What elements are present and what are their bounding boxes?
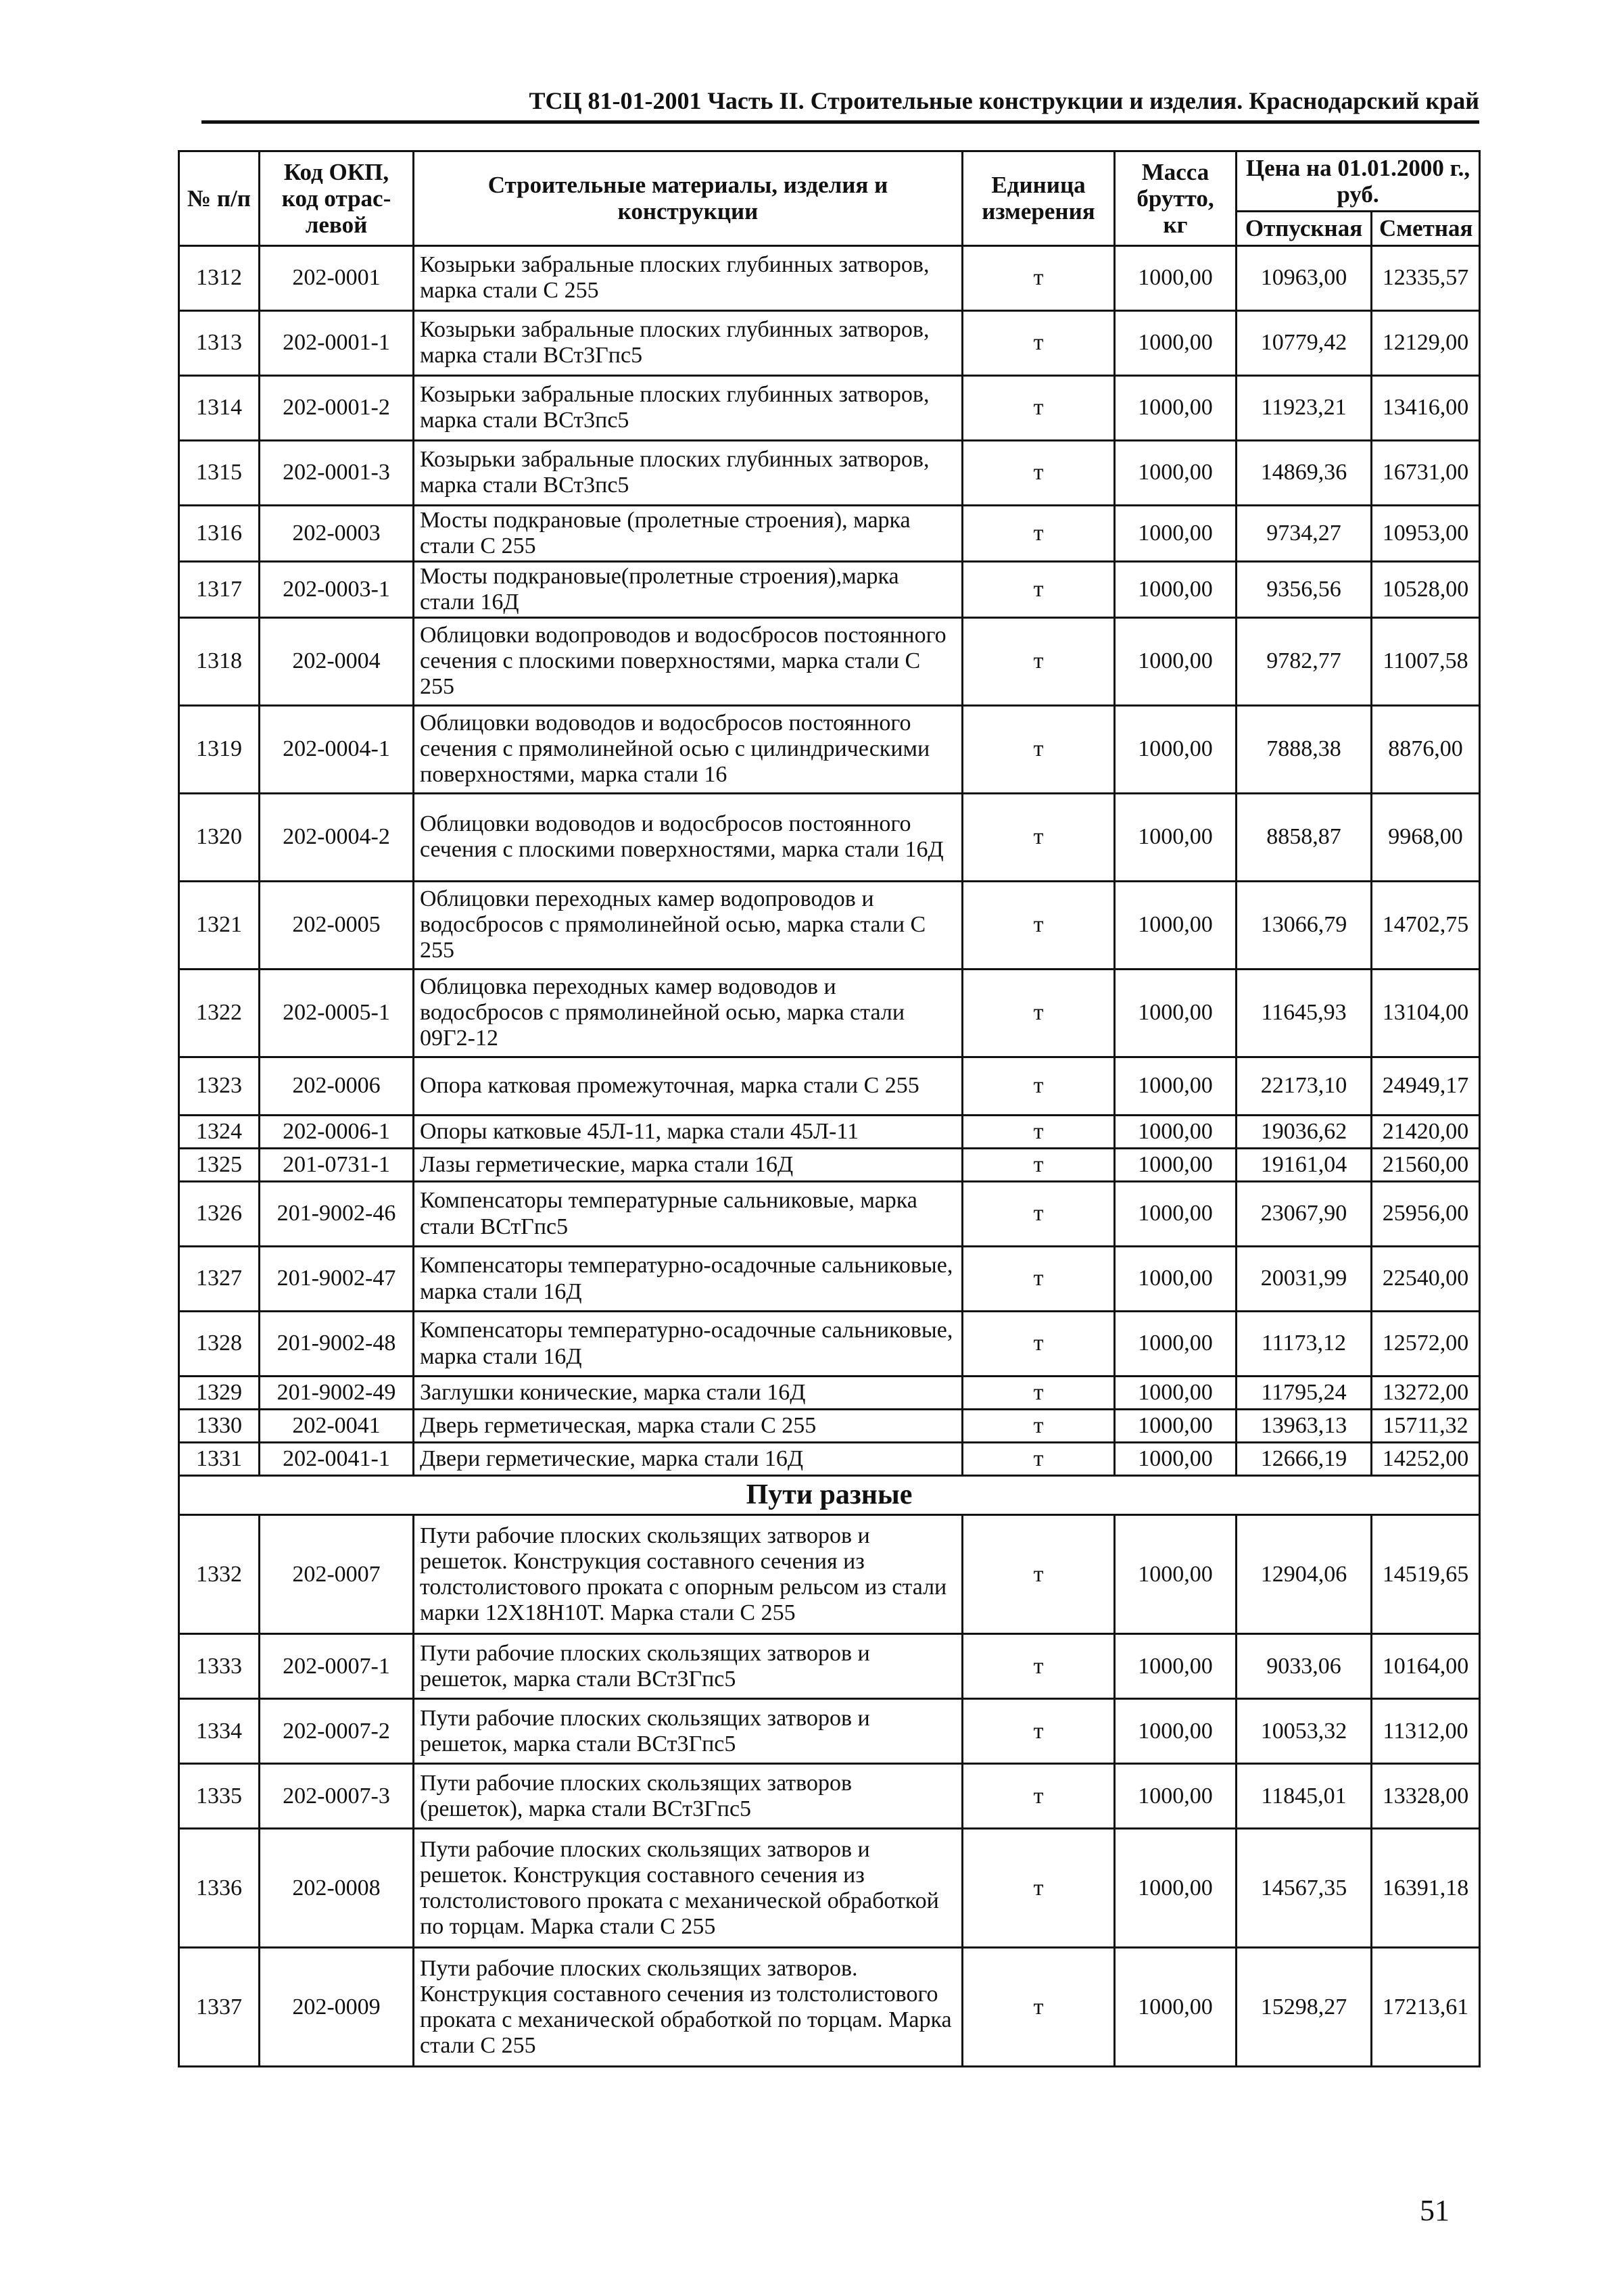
col-header-code: Код ОКП, код отрас-левой xyxy=(260,151,414,246)
row-price-release: 10963,00 xyxy=(1237,245,1372,310)
row-mass: 1000,00 xyxy=(1115,561,1237,617)
row-description: Козырьки забральные плоских глубинных затворов, марка стали ВСт3пс5 xyxy=(414,440,963,505)
row-code: 202-0007-3 xyxy=(260,1764,414,1829)
table-row xyxy=(179,245,1480,310)
row-unit: т xyxy=(963,245,1115,310)
row-mass: 1000,00 xyxy=(1115,1312,1237,1377)
row-price-estimate: 11007,58 xyxy=(1372,617,1480,705)
row-unit: т xyxy=(963,969,1115,1057)
row-price-estimate: 21420,00 xyxy=(1372,1115,1480,1148)
row-description: Компенсаторы температурные сальниковые, марка стали ВСтГпс5 xyxy=(414,1182,963,1247)
table-row xyxy=(179,1057,1480,1115)
table-row xyxy=(179,1699,1480,1764)
row-code: 201-9002-49 xyxy=(260,1377,414,1410)
row-description: Козырьки забральные плоских глубинных затворов, марка стали С 255 xyxy=(414,245,963,310)
table-row xyxy=(179,310,1480,375)
row-description: Мосты подкрановые(пролетные строения),марка стали 16Д xyxy=(414,561,963,617)
row-mass: 1000,00 xyxy=(1115,505,1237,561)
table-row xyxy=(179,1443,1480,1476)
row-mass: 1000,00 xyxy=(1115,1948,1237,2067)
row-num: 1312 xyxy=(179,245,260,310)
row-num: 1316 xyxy=(179,505,260,561)
row-price-release: 11173,12 xyxy=(1237,1312,1372,1377)
row-price-estimate: 10528,00 xyxy=(1372,561,1480,617)
section-body xyxy=(179,1515,1480,2067)
row-price-estimate: 13104,00 xyxy=(1372,969,1480,1057)
row-price-estimate: 12572,00 xyxy=(1372,1312,1480,1377)
table-row xyxy=(179,505,1480,561)
row-unit: т xyxy=(963,1829,1115,1948)
row-price-estimate: 14702,75 xyxy=(1372,881,1480,969)
row-description: Облицовки водоводов и водосбросов постоянного сечения с прямолинейной осью с цилиндрическими поверхностями, марка стали 16 xyxy=(414,705,963,793)
col-header-price-group: Цена на 01.01.2000 г., руб. xyxy=(1237,151,1480,212)
row-price-release: 12666,19 xyxy=(1237,1443,1372,1476)
row-code: 201-9002-46 xyxy=(260,1182,414,1247)
row-price-estimate: 10164,00 xyxy=(1372,1634,1480,1699)
row-price-release: 7888,38 xyxy=(1237,705,1372,793)
row-price-release: 11845,01 xyxy=(1237,1764,1372,1829)
row-description: Пути рабочие плоских скользящих затворов (решеток), марка стали ВСт3Гпс5 xyxy=(414,1764,963,1829)
row-price-release: 11645,93 xyxy=(1237,969,1372,1057)
col-header-unit: Единица измерения xyxy=(963,151,1115,246)
row-code: 202-0041-1 xyxy=(260,1443,414,1476)
row-code: 202-0008 xyxy=(260,1829,414,1948)
row-code: 202-0006-1 xyxy=(260,1115,414,1148)
row-price-release: 8858,87 xyxy=(1237,793,1372,881)
row-price-release: 12904,06 xyxy=(1237,1515,1372,1634)
row-description: Пути рабочие плоских скользящих затворов и решеток. Конструкция составного сечения из толстолистового проката с опорным рельсом из стали марки 12Х18Н10Т. Марка стали С 255 xyxy=(414,1515,963,1634)
row-unit: т xyxy=(963,1515,1115,1634)
row-mass: 1000,00 xyxy=(1115,1699,1237,1764)
row-unit: т xyxy=(963,1764,1115,1829)
row-description: Облицовка переходных камер водоводов и водосбросов с прямолинейной осью, марка стали 09Г2-12 xyxy=(414,969,963,1057)
row-price-release: 22173,10 xyxy=(1237,1057,1372,1115)
row-mass: 1000,00 xyxy=(1115,1377,1237,1410)
row-unit: т xyxy=(963,1377,1115,1410)
row-description: Пути рабочие плоских скользящих затворов и решеток. Конструкция составного сечения из толстолистового проката с механической обработкой по торцам. Марка стали С 255 xyxy=(414,1829,963,1948)
row-mass: 1000,00 xyxy=(1115,1829,1237,1948)
row-unit: т xyxy=(963,310,1115,375)
row-price-release: 14869,36 xyxy=(1237,440,1372,505)
row-code: 202-0007-1 xyxy=(260,1634,414,1699)
row-mass: 1000,00 xyxy=(1115,1057,1237,1115)
row-price-release: 9033,06 xyxy=(1237,1634,1372,1699)
row-unit: т xyxy=(963,1247,1115,1312)
row-mass: 1000,00 xyxy=(1115,705,1237,793)
row-num: 1335 xyxy=(179,1764,260,1829)
row-description: Дверь герметическая, марка стали С 255 xyxy=(414,1410,963,1443)
row-mass: 1000,00 xyxy=(1115,1182,1237,1247)
table-row xyxy=(179,1148,1480,1181)
row-description: Облицовки водоводов и водосбросов постоянного сечения с плоскими поверхностями, марка стали 16Д xyxy=(414,793,963,881)
price-table xyxy=(178,150,1481,2067)
row-price-estimate: 21560,00 xyxy=(1372,1148,1480,1181)
row-mass: 1000,00 xyxy=(1115,1148,1237,1181)
row-mass: 1000,00 xyxy=(1115,969,1237,1057)
row-price-release: 13066,79 xyxy=(1237,881,1372,969)
col-header-material: Строительные материалы, изделия и конструкции xyxy=(414,151,963,246)
row-description: Компенсаторы температурно-осадочные сальниковые, марка стали 16Д xyxy=(414,1312,963,1377)
row-price-release: 9356,56 xyxy=(1237,561,1372,617)
row-code: 202-0005-1 xyxy=(260,969,414,1057)
row-unit: т xyxy=(963,793,1115,881)
row-unit: т xyxy=(963,1182,1115,1247)
row-code: 202-0003-1 xyxy=(260,561,414,617)
row-code: 202-0001-2 xyxy=(260,375,414,440)
row-price-release: 23067,90 xyxy=(1237,1182,1372,1247)
table-row xyxy=(179,969,1480,1057)
table-row xyxy=(179,1515,1480,1634)
row-mass: 1000,00 xyxy=(1115,245,1237,310)
table-row xyxy=(179,375,1480,440)
row-unit: т xyxy=(963,1148,1115,1181)
row-price-estimate: 12335,57 xyxy=(1372,245,1480,310)
row-price-estimate: 14252,00 xyxy=(1372,1443,1480,1476)
table-body xyxy=(179,245,1480,1476)
col-header-num: № п/п xyxy=(179,151,260,246)
row-code: 202-0004 xyxy=(260,617,414,705)
row-num: 1336 xyxy=(179,1829,260,1948)
table-row xyxy=(179,1115,1480,1148)
row-price-estimate: 17213,61 xyxy=(1372,1948,1480,2067)
row-code: 202-0001-1 xyxy=(260,310,414,375)
row-unit: т xyxy=(963,1634,1115,1699)
row-price-estimate: 13328,00 xyxy=(1372,1764,1480,1829)
row-code: 202-0006 xyxy=(260,1057,414,1115)
row-mass: 1000,00 xyxy=(1115,793,1237,881)
row-code: 202-0001 xyxy=(260,245,414,310)
row-code: 202-0041 xyxy=(260,1410,414,1443)
section-heading-body xyxy=(179,1476,1480,1515)
row-price-estimate: 10953,00 xyxy=(1372,505,1480,561)
row-description: Козырьки забральные плоских глубинных затворов, марка стали ВСт3Гпс5 xyxy=(414,310,963,375)
row-unit: т xyxy=(963,881,1115,969)
row-price-release: 19161,04 xyxy=(1237,1148,1372,1181)
row-mass: 1000,00 xyxy=(1115,310,1237,375)
row-num: 1330 xyxy=(179,1410,260,1443)
row-num: 1315 xyxy=(179,440,260,505)
row-unit: т xyxy=(963,1115,1115,1148)
row-num: 1324 xyxy=(179,1115,260,1148)
row-price-estimate: 9968,00 xyxy=(1372,793,1480,881)
row-code: 201-9002-47 xyxy=(260,1247,414,1312)
row-unit: т xyxy=(963,1312,1115,1377)
header-rule xyxy=(201,120,1479,124)
row-price-estimate: 11312,00 xyxy=(1372,1699,1480,1764)
table-row xyxy=(179,1377,1480,1410)
row-mass: 1000,00 xyxy=(1115,617,1237,705)
table-row xyxy=(179,1182,1480,1247)
table-row xyxy=(179,561,1480,617)
row-num: 1333 xyxy=(179,1634,260,1699)
row-description: Опоры катковые 45Л-11, марка стали 45Л-11 xyxy=(414,1115,963,1148)
row-code: 202-0005 xyxy=(260,881,414,969)
row-price-estimate: 15711,32 xyxy=(1372,1410,1480,1443)
row-price-estimate: 16391,18 xyxy=(1372,1829,1480,1948)
row-description: Мосты подкрановые (пролетные строения), марка стали С 255 xyxy=(414,505,963,561)
row-mass: 1000,00 xyxy=(1115,1515,1237,1634)
row-price-estimate: 14519,65 xyxy=(1372,1515,1480,1634)
row-price-estimate: 25956,00 xyxy=(1372,1182,1480,1247)
row-price-release: 9782,77 xyxy=(1237,617,1372,705)
row-price-estimate: 16731,00 xyxy=(1372,440,1480,505)
row-unit: т xyxy=(963,705,1115,793)
row-unit: т xyxy=(963,1948,1115,2067)
row-num: 1334 xyxy=(179,1699,260,1764)
row-mass: 1000,00 xyxy=(1115,1443,1237,1476)
row-price-release: 11795,24 xyxy=(1237,1377,1372,1410)
row-price-estimate: 13416,00 xyxy=(1372,375,1480,440)
row-unit: т xyxy=(963,561,1115,617)
row-code: 201-0731-1 xyxy=(260,1148,414,1181)
row-price-release: 10053,32 xyxy=(1237,1699,1372,1764)
row-num: 1318 xyxy=(179,617,260,705)
row-code: 202-0004-2 xyxy=(260,793,414,881)
table-row xyxy=(179,793,1480,881)
row-mass: 1000,00 xyxy=(1115,440,1237,505)
table-row xyxy=(179,440,1480,505)
row-unit: т xyxy=(963,505,1115,561)
row-price-release: 20031,99 xyxy=(1237,1247,1372,1312)
row-mass: 1000,00 xyxy=(1115,1764,1237,1829)
table-row xyxy=(179,705,1480,793)
row-description: Двери герметические, марка стали 16Д xyxy=(414,1443,963,1476)
row-num: 1322 xyxy=(179,969,260,1057)
row-description: Лазы герметические, марка стали 16Д xyxy=(414,1148,963,1181)
row-code: 202-0009 xyxy=(260,1948,414,2067)
row-mass: 1000,00 xyxy=(1115,881,1237,969)
row-unit: т xyxy=(963,440,1115,505)
row-unit: т xyxy=(963,617,1115,705)
col-header-price-release: Отпускная xyxy=(1237,212,1372,245)
table-row xyxy=(179,1634,1480,1699)
row-price-release: 9734,27 xyxy=(1237,505,1372,561)
table-row xyxy=(179,1764,1480,1829)
row-code: 202-0007 xyxy=(260,1515,414,1634)
table-row xyxy=(179,617,1480,705)
row-num: 1331 xyxy=(179,1443,260,1476)
row-description: Компенсаторы температурно-осадочные сальниковые, марка стали 16Д xyxy=(414,1247,963,1312)
row-num: 1328 xyxy=(179,1312,260,1377)
row-mass: 1000,00 xyxy=(1115,1247,1237,1312)
row-mass: 1000,00 xyxy=(1115,1410,1237,1443)
row-num: 1332 xyxy=(179,1515,260,1634)
row-num: 1321 xyxy=(179,881,260,969)
row-price-release: 14567,35 xyxy=(1237,1829,1372,1948)
row-price-estimate: 12129,00 xyxy=(1372,310,1480,375)
row-num: 1323 xyxy=(179,1057,260,1115)
row-code: 202-0007-2 xyxy=(260,1699,414,1764)
col-header-mass: Масса брутто, кг xyxy=(1115,151,1237,246)
row-num: 1313 xyxy=(179,310,260,375)
col-header-price-estimate: Сметная xyxy=(1372,212,1480,245)
row-unit: т xyxy=(963,375,1115,440)
row-code: 202-0004-1 xyxy=(260,705,414,793)
row-price-estimate: 24949,17 xyxy=(1372,1057,1480,1115)
row-price-release: 15298,27 xyxy=(1237,1948,1372,2067)
row-num: 1326 xyxy=(179,1182,260,1247)
row-unit: т xyxy=(963,1057,1115,1115)
section-title: Пути разные xyxy=(179,1476,1480,1515)
row-price-estimate: 22540,00 xyxy=(1372,1247,1480,1312)
row-num: 1319 xyxy=(179,705,260,793)
row-description: Облицовки водопроводов и водосбросов постоянного сечения с плоскими поверхностями, марка стали С 255 xyxy=(414,617,963,705)
row-num: 1317 xyxy=(179,561,260,617)
row-price-release: 13963,13 xyxy=(1237,1410,1372,1443)
row-price-release: 10779,42 xyxy=(1237,310,1372,375)
row-num: 1325 xyxy=(179,1148,260,1181)
row-num: 1327 xyxy=(179,1247,260,1312)
row-num: 1329 xyxy=(179,1377,260,1410)
row-description: Пути рабочие плоских скользящих затворов и решеток, марка стали ВСт3Гпс5 xyxy=(414,1699,963,1764)
row-price-release: 19036,62 xyxy=(1237,1115,1372,1148)
row-description: Облицовки переходных камер водопроводов и водосбросов с прямолинейной осью, марка стали С 255 xyxy=(414,881,963,969)
row-description: Опора катковая промежуточная, марка стали С 255 xyxy=(414,1057,963,1115)
row-description: Пути рабочие плоских скользящих затворов. Конструкция составного сечения из толстолистового проката с механической обработкой по торцам. Марка стали С 255 xyxy=(414,1948,963,2067)
row-num: 1337 xyxy=(179,1948,260,2067)
row-price-release: 11923,21 xyxy=(1237,375,1372,440)
table-row xyxy=(179,1312,1480,1377)
table-row xyxy=(179,1948,1480,2067)
page-number: 51 xyxy=(1420,2194,1450,2227)
row-code: 202-0003 xyxy=(260,505,414,561)
row-mass: 1000,00 xyxy=(1115,375,1237,440)
row-description: Козырьки забральные плоских глубинных затворов, марка стали ВСт3пс5 xyxy=(414,375,963,440)
running-header: ТСЦ 81-01-2001 Часть II. Строительные конструкции и изделия. Краснодарский край xyxy=(529,87,1479,114)
table-row xyxy=(179,1829,1480,1948)
row-num: 1314 xyxy=(179,375,260,440)
row-mass: 1000,00 xyxy=(1115,1634,1237,1699)
row-description: Заглушки конические, марка стали 16Д xyxy=(414,1377,963,1410)
table-row xyxy=(179,1247,1480,1312)
row-unit: т xyxy=(963,1410,1115,1443)
row-unit: т xyxy=(963,1699,1115,1764)
table-row xyxy=(179,881,1480,969)
row-mass: 1000,00 xyxy=(1115,1115,1237,1148)
row-num: 1320 xyxy=(179,793,260,881)
row-code: 202-0001-3 xyxy=(260,440,414,505)
row-price-estimate: 8876,00 xyxy=(1372,705,1480,793)
row-unit: т xyxy=(963,1443,1115,1476)
row-code: 201-9002-48 xyxy=(260,1312,414,1377)
table-header xyxy=(179,151,1480,246)
table-row xyxy=(179,1410,1480,1443)
row-price-estimate: 13272,00 xyxy=(1372,1377,1480,1410)
row-description: Пути рабочие плоских скользящих затворов и решеток, марка стали ВСт3Гпс5 xyxy=(414,1634,963,1699)
